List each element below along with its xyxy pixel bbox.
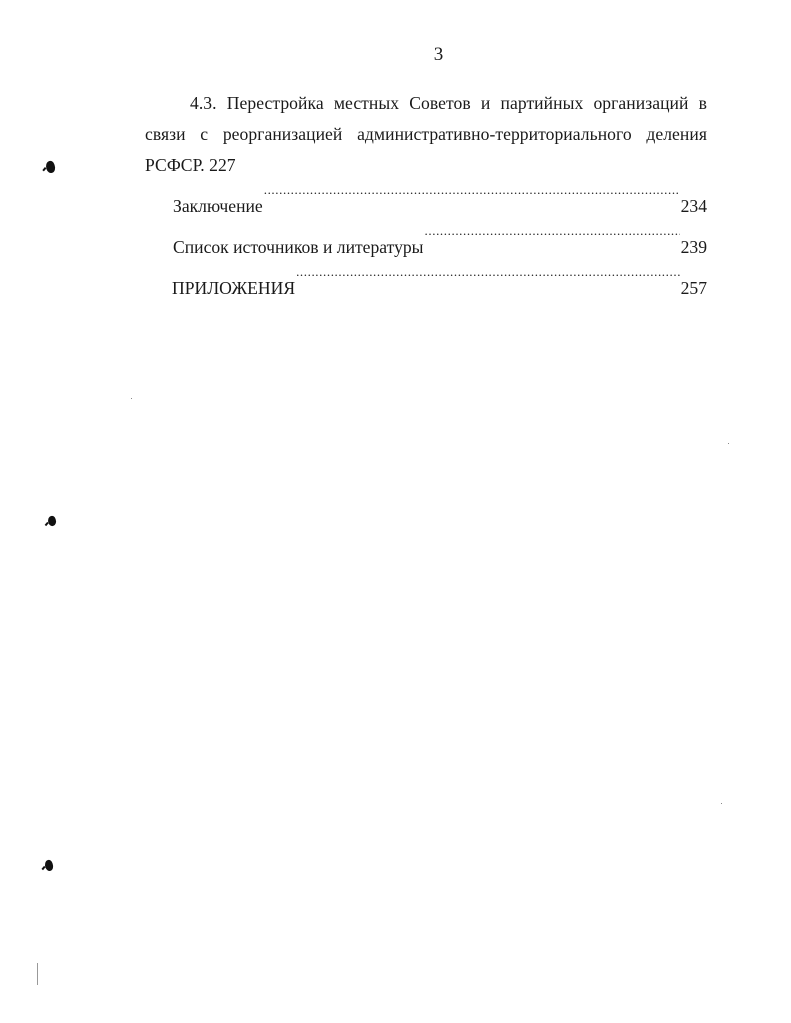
scan-mark-icon bbox=[44, 160, 57, 174]
toc-dot-leader bbox=[296, 263, 680, 294]
toc-dot-leader bbox=[264, 181, 680, 212]
toc-entry-section-4-3: 4.3. Перестройка местных Советов и партийных организаций в связи с реорганизацией административно-территориального деления РСФСР. 227 bbox=[145, 93, 707, 175]
scan-speck bbox=[721, 803, 722, 804]
toc-dot-leader bbox=[425, 222, 680, 253]
toc-entry-page: 234 bbox=[680, 196, 707, 216]
scan-speck bbox=[728, 443, 729, 444]
toc-entry-conclusion bbox=[145, 181, 707, 222]
toc-entry-label: Список источников и литературы bbox=[173, 237, 424, 257]
scan-mark-icon bbox=[47, 515, 58, 527]
toc-entry-sources bbox=[145, 222, 707, 263]
toc-entry-page: 239 bbox=[680, 237, 707, 257]
toc-entry-label: Заключение bbox=[173, 196, 263, 216]
scan-speck bbox=[131, 398, 132, 399]
toc-entry-page: 257 bbox=[680, 278, 707, 298]
page-number: 3 bbox=[433, 44, 444, 65]
scan-edge-line bbox=[37, 963, 38, 985]
scan-mark-icon bbox=[43, 859, 54, 872]
toc-entry-label: ПРИЛОЖЕНИЯ bbox=[172, 278, 296, 298]
toc-entry-appendices bbox=[145, 263, 707, 304]
table-of-contents bbox=[145, 88, 707, 304]
